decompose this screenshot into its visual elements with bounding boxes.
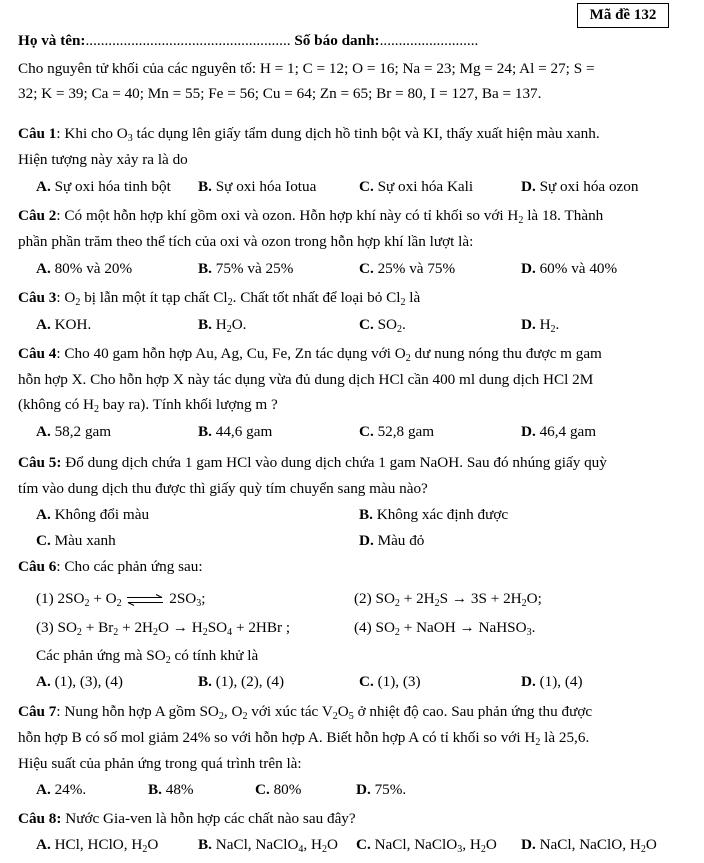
question-5-line-2: tím vào dung dịch thu được thì giấy quỳ tím chuyển sang màu nào?: [18, 480, 428, 497]
option-a[interactable]: [36, 260, 132, 278]
option-letter: C.: [255, 781, 270, 798]
question-8: [18, 810, 356, 828]
option-text: 48%: [165, 781, 194, 798]
question-text: : Có một hỗn hợp khí gồm oxi và ozon. Hỗn hợp khí này có tỉ khối so với H: [56, 207, 519, 224]
question-text: là: [405, 289, 421, 306]
option-letter: B.: [198, 836, 212, 853]
student-info-line: [18, 32, 478, 50]
option-letter: B.: [198, 260, 212, 277]
option-b[interactable]: B. NaCl, NaClO$_4$, $H_2O$: [198, 836, 338, 855]
option-text: 25% và 75%: [377, 260, 456, 277]
option-b[interactable]: [198, 260, 293, 278]
name-label: Họ và tên:: [18, 32, 86, 49]
option-text: Sự oxi hóa tinh bột: [54, 178, 171, 195]
option-c[interactable]: [359, 260, 455, 278]
option-text: Sự oxi hóa ozon: [539, 178, 639, 195]
question-text: Các phản ứng mà SO: [36, 647, 166, 664]
option-a[interactable]: [36, 673, 123, 691]
option-text: Sự oxi hóa Iotua: [215, 178, 317, 195]
option-letter: B.: [359, 506, 373, 523]
option-text: Màu xanh: [54, 532, 116, 549]
option-d[interactable]: [521, 178, 639, 196]
question-label: Câu 5:: [18, 454, 62, 471]
option-a[interactable]: [36, 781, 86, 799]
option-letter: A.: [36, 316, 51, 333]
option-d[interactable]: D. NaCl, NaClO, $H_2O$: [521, 836, 657, 855]
reaction-text: (2) SO: [354, 590, 395, 607]
option-text: 75% và 25%: [215, 260, 294, 277]
option-letter: A.: [36, 781, 51, 798]
option-c[interactable]: C. NaCl, NaClO$_3$, $H_2O$: [356, 836, 497, 855]
option-c[interactable]: [255, 781, 301, 799]
question-text: dư nung nóng thu được m gam: [410, 345, 602, 362]
option-text: 52,8 gam: [377, 423, 435, 440]
question-label: Câu 1: [18, 125, 57, 142]
question-label: Câu 2: [18, 207, 57, 224]
option-letter: D.: [356, 781, 371, 798]
question-text: là 18. Thành: [523, 207, 604, 224]
question-6: [18, 558, 203, 576]
option-text: SO: [377, 316, 397, 333]
option-letter: A.: [36, 836, 51, 853]
option-text: 44,6 gam: [215, 423, 273, 440]
option-text: Màu đỏ: [377, 532, 425, 549]
option-text: Sự oxi hóa Kali: [377, 178, 474, 195]
option-letter: D.: [359, 532, 374, 549]
option-b[interactable]: [198, 423, 272, 441]
option-text: H: [215, 316, 227, 333]
option-text: 24%.: [54, 781, 87, 798]
option-c[interactable]: C. $SO_2$.: [359, 316, 406, 335]
option-d[interactable]: [356, 781, 406, 799]
option-letter: D.: [521, 423, 536, 440]
option-text: (1), (4): [539, 673, 583, 690]
option-c[interactable]: [359, 673, 421, 691]
option-d[interactable]: [521, 260, 617, 278]
option-text: 75%.: [374, 781, 407, 798]
option-letter: C.: [359, 423, 374, 440]
option-a[interactable]: [36, 316, 91, 334]
reaction-3: (3) $SO_2 + Br_2 + 2H_2O \to H_2SO_4 + 2HBr$ ;: [36, 619, 291, 638]
option-letter: C.: [36, 532, 51, 549]
question-2-line-2: phần phần trăm theo thể tích của oxi và ozon trong hỗn hợp khí lần lượt là:: [18, 233, 474, 250]
option-text: 80%: [273, 781, 302, 798]
question-text: : Cho các phản ứng sau:: [56, 558, 203, 575]
option-text: 80% và 20%: [54, 260, 133, 277]
option-a[interactable]: [36, 423, 111, 441]
option-letter: A.: [36, 506, 51, 523]
question-text: . Chất tốt nhất để loại bỏ Cl: [232, 289, 401, 306]
question-3: Câu 3: $O_2$ bị lẫn một ít tạp chất $Cl_2$. Chất tốt nhất để loại bỏ $Cl_2$ là: [18, 289, 421, 308]
option-d[interactable]: [359, 532, 424, 550]
reaction-text: (4) SO: [354, 619, 395, 636]
question-text: : Khi cho O: [56, 125, 128, 142]
equilibrium-arrow-icon: [125, 594, 165, 606]
option-c[interactable]: [36, 532, 116, 550]
option-text: O.: [231, 316, 247, 333]
question-label: Câu 3: [18, 289, 57, 306]
option-letter: C.: [359, 178, 374, 195]
question-label: Câu 4: [18, 345, 57, 362]
option-letter: D.: [521, 316, 536, 333]
atomic-masses-line-1: Cho nguyên tử khối của các nguyên tố: H = 1; C = 12; O = 16; Na = 23; Mg = 24; Al = 27; S =: [18, 60, 595, 77]
option-c[interactable]: [359, 178, 473, 196]
option-text: 60% và 40%: [539, 260, 618, 277]
option-d[interactable]: [521, 423, 596, 441]
question-text: : O: [56, 289, 76, 306]
option-letter: B.: [198, 423, 212, 440]
question-text: bị lẫn một ít tạp chất Cl: [80, 289, 228, 306]
question-text: : Nung hỗn hợp A gồm SO: [56, 703, 219, 720]
question-7-line-2: hỗn hợp B có số mol giảm 24% so với hỗn hợp A. Biết hỗn hợp A có tỉ khối so với $H_2$ là 25,6.: [18, 729, 590, 748]
option-letter: D.: [521, 836, 536, 853]
option-text: .: [401, 316, 406, 333]
option-letter: A.: [36, 673, 51, 690]
option-letter: C.: [359, 260, 374, 277]
option-letter: A.: [36, 178, 51, 195]
option-text: (1), (3), (4): [54, 673, 123, 690]
option-text: (1), (3): [377, 673, 421, 690]
option-b[interactable]: [198, 178, 316, 196]
question-5: [18, 454, 607, 472]
option-b[interactable]: [198, 673, 284, 691]
question-4-line-3: (không có $H_2$ bay ra). Tính khối lượng m ?: [18, 396, 278, 415]
question-text: bay ra). Tính khối lượng m ?: [98, 396, 278, 413]
question-4: Câu 4: Cho 40 gam hỗn hợp Au, Ag, Cu, Fe, Zn tác dụng với $O_2$ dư nung nóng thu được m gam: [18, 345, 602, 364]
question-7: Câu 7: Nung hỗn hợp A gồm $SO_2$, $O_2$ với xúc tác $V_2O_5$ ở nhiệt độ cao. Sau phản ứng thu được: [18, 703, 593, 722]
option-letter: D.: [521, 260, 536, 277]
question-2: Câu 2: Có một hỗn hợp khí gồm oxi và ozon. Hỗn hợp khí này có tỉ khối so với $H_2$ là 18. Thành: [18, 207, 604, 226]
atomic-masses-line-2: 32; K = 39; Ca = 40; Mn = 55; Fe = 56; Cu = 64; Zn = 65; Br = 80, I = 127, Ba = 137.: [18, 85, 542, 102]
option-text: H: [539, 316, 551, 333]
question-text: hỗn hợp B có số mol giảm 24% so với hỗn hợp A. Biết hỗn hợp A có tỉ khối so với H: [18, 729, 536, 746]
question-1-line-2: Hiện tượng này xảy ra là do: [18, 151, 188, 168]
option-a[interactable]: A. HCl, HClO, $H_2O$: [36, 836, 159, 855]
option-b[interactable]: [359, 506, 508, 524]
option-letter: B.: [198, 178, 212, 195]
reaction-1: (1) $2SO_2 + O_2$ $2SO_3$;: [36, 590, 206, 609]
id-dots: ..........................: [379, 32, 479, 49]
question-label: Câu 7: [18, 703, 57, 720]
question-text: Nước Gia-ven là hỗn hợp các chất nào sau đây?: [61, 810, 356, 827]
option-text: Không xác định được: [376, 506, 509, 523]
question-text: (không có H: [18, 396, 94, 413]
id-label: Số báo danh:: [294, 32, 380, 49]
option-letter: C.: [356, 836, 371, 853]
option-c[interactable]: [359, 423, 434, 441]
option-text: (1), (2), (4): [215, 673, 285, 690]
option-letter: D.: [521, 673, 536, 690]
option-text: 46,4 gam: [539, 423, 597, 440]
option-letter: A.: [36, 423, 51, 440]
question-text: : Cho 40 gam hỗn hợp Au, Ag, Cu, Fe, Zn tác dụng với O: [56, 345, 406, 362]
reaction-text: (3) SO: [36, 619, 77, 636]
name-dots: ......................................................: [85, 32, 291, 49]
option-text: KOH.: [54, 316, 92, 333]
option-d[interactable]: D. $H_2$.: [521, 316, 560, 335]
option-letter: C.: [359, 316, 374, 333]
question-text: là 25,6.: [540, 729, 590, 746]
option-letter: B.: [198, 673, 212, 690]
question-text: tác dụng lên giấy tẩm dung dịch hồ tinh bột và KI, thấy xuất hiện màu xanh.: [132, 125, 600, 142]
reaction-text: (1) 2SO: [36, 590, 85, 607]
option-a[interactable]: [36, 506, 149, 524]
option-letter: A.: [36, 260, 51, 277]
option-d[interactable]: [521, 673, 583, 691]
question-label: Câu 6: [18, 558, 57, 575]
option-letter: B.: [198, 316, 212, 333]
reaction-4: (4) $SO_2$ + NaOH → NaHSO$_3$.: [354, 619, 536, 638]
option-text: .: [555, 316, 560, 333]
option-b[interactable]: [148, 781, 194, 799]
option-b[interactable]: B. $H_2O$.: [198, 316, 247, 335]
question-text: Đổ dung dịch chứa 1 gam HCl vào dung dịch chứa 1 gam NaOH. Sau đó nhúng giấy quỳ: [61, 454, 607, 471]
option-a[interactable]: [36, 178, 171, 196]
exam-code-box: Mã đề 132: [577, 3, 669, 28]
option-text: 58,2 gam: [54, 423, 112, 440]
option-letter: C.: [359, 673, 374, 690]
question-6-prompt: Các phản ứng mà $SO_2$ có tính khử là: [36, 647, 259, 666]
reaction-2: (2) $SO_2 + 2H_2S \to 3S + 2H_2O$;: [354, 590, 542, 609]
option-letter: D.: [521, 178, 536, 195]
option-text: Không đổi màu: [54, 506, 150, 523]
option-letter: B.: [148, 781, 162, 798]
question-7-line-3: Hiệu suất của phản ứng trong quá trình trên là:: [18, 755, 302, 772]
question-1: Câu 1: Khi cho $O_3$ tác dụng lên giấy tẩm dung dịch hồ tinh bột và KI, thấy xuất hiện màu xanh.: [18, 125, 600, 144]
question-text: có tính khử là: [170, 647, 259, 664]
question-4-line-2: hỗn hợp X. Cho hỗn hợp X này tác dụng vừa đủ dung dịch HCl cần 400 ml dung dịch HCl 2M: [18, 371, 594, 388]
question-label: Câu 8:: [18, 810, 62, 827]
